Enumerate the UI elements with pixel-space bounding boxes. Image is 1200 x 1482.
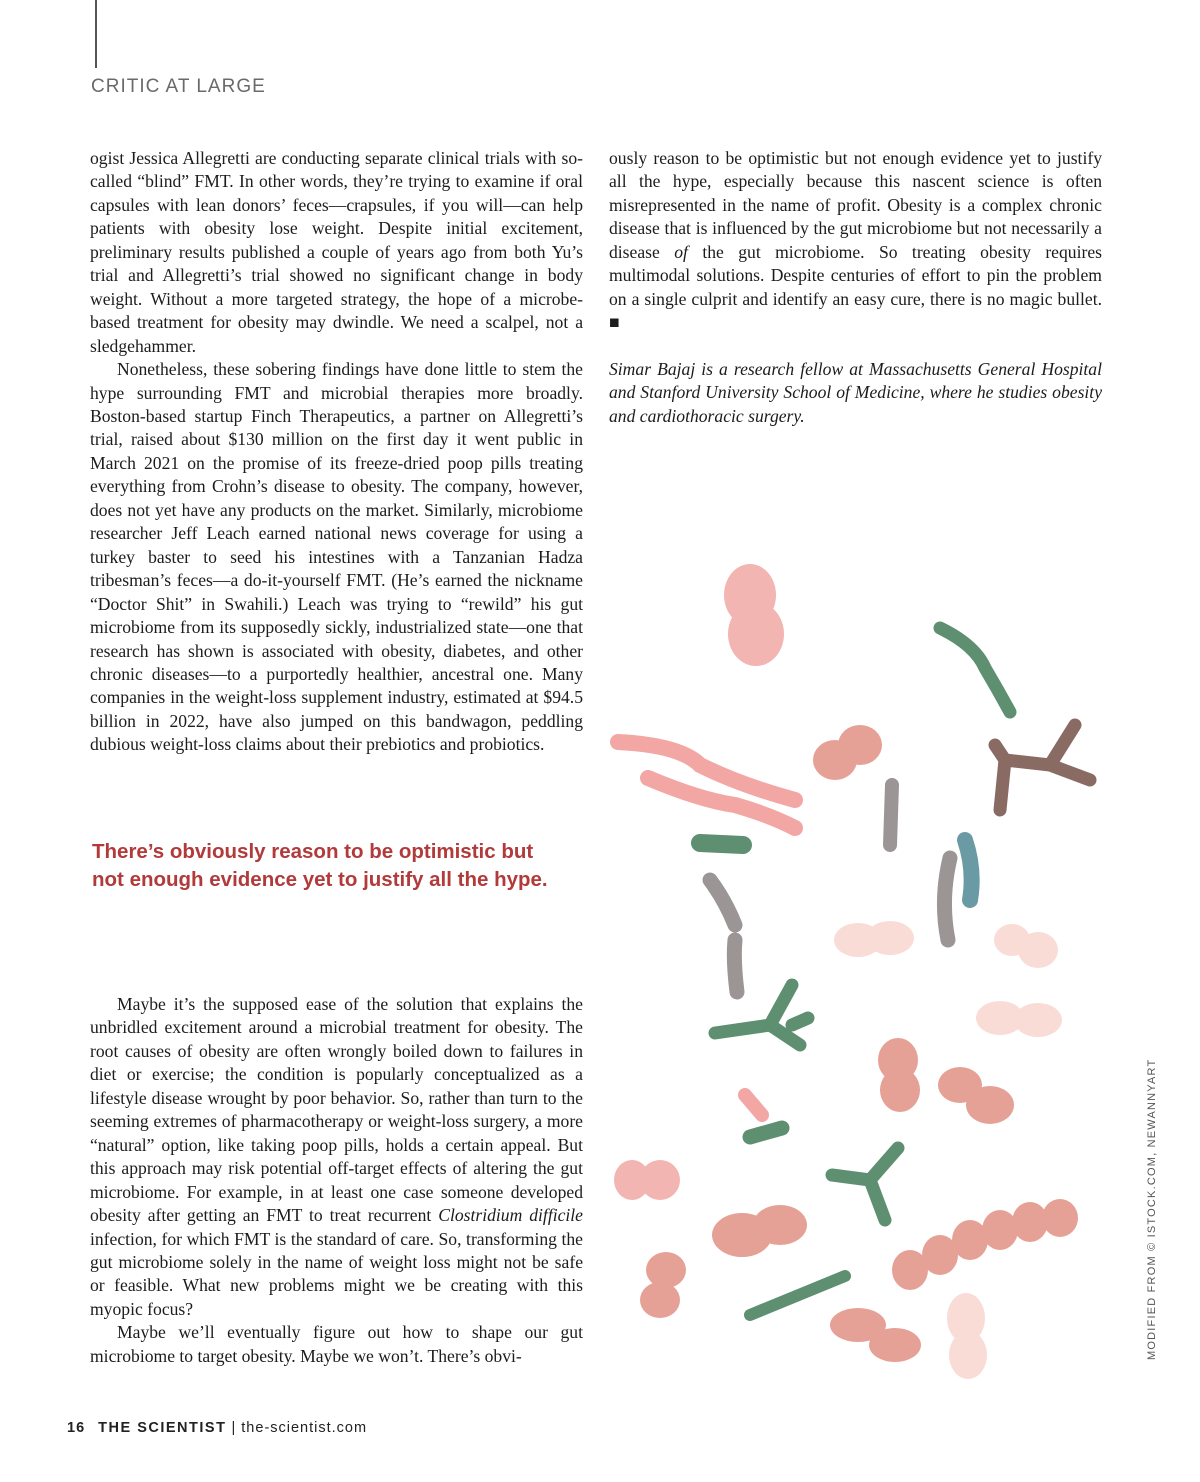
pink-rod-bacterium	[745, 1095, 762, 1115]
salmon-coccus	[813, 725, 882, 780]
gray-rod-bacterium	[944, 858, 950, 940]
gut-microbes-illustration	[600, 560, 1120, 1380]
page-number: 16	[67, 1420, 86, 1436]
body-paragraph: Maybe we’ll eventually figure out how to shape our gut microbiome to target obesity. Maybe we won’t. There’s obvi-	[90, 1322, 583, 1366]
body-paragraph: Nonetheless, these sobering findings have done little to stem the hype surrounding FMT and microbial therapies more broadly. Boston-based startup Finch Therapeutics, a partner on Allegretti’s trial, raised about $130 million on the first day it went public in March 2021 on the promise of its freeze-dried poop pills treating everything from Crohn’s disease to obesity. The company, however, does not yet have any products on the market. Similarly, microbiome researcher Jeff Leach earned national news coverage for using a turkey baster to seed his intestines with a Tanzanian Hadza tribesman’s feces—a do-it-yourself FMT. (He’s earned the nickname “Doctor Shit” in Swahili.) Leach was trying to “rewild” his gut microbiome from its supposedly sickly, industrialized state—one that research has shown is associated with obesity, diabetes, and other chronic diseases—to a purportedly healthier, ancestral one. Many companies in the weight-loss supplement industry, estimated at $94.5 billion in 2022, have also jumped on this bandwagon, peddling dubious weight-loss claims about their prebiotics and probiotics.	[90, 359, 583, 755]
page-footer	[67, 1420, 367, 1436]
green-y-bacterium	[832, 1148, 898, 1220]
green-rod-bacterium	[940, 628, 1010, 712]
section-label: CRITIC AT LARGE	[91, 76, 266, 97]
body-text: Maybe it’s the supposed ease of the solution that explains the unbridled excitement around a microbial treatment for obesity. The root causes of obesity are often wrongly boiled down to failures in diet or exercise; the condition is popularly conceptualized as a lifestyle disease wrought by poor behavior. So, rather than turn to the seeming extremes of pharmacotherapy or weight-loss surgery, a more “natural” option, like taking poop pills, holds a certain appeal. But this approach may risk potential off-target effects of altering the gut microbiome. For example, in at least one case someone developed obesity after getting an FMT to treat recurrent	[90, 994, 583, 1226]
body-text: infection, for which FMT is the standard of care. So, transforming the gut microbiome solely in the name of weight loss might not be safe or feasible. What new problems might we be creating with this myopic focus?	[90, 1228, 583, 1319]
green-rod-bacterium	[750, 1276, 845, 1315]
gray-chain-bacterium	[710, 880, 737, 992]
header-rule	[95, 0, 97, 68]
pink-coccus	[724, 564, 784, 666]
body-paragraph: ogist Jessica Allegretti are conducting separate clinical trials with so-called “blind” FMT. In other words, they’re trying to examine if oral capsules with lean donors’ feces—crapsules, if you will—can help patients with obesity lose weight. Despite initial excitement, preliminary results published a couple of years ago from both Yu’s trial and Allegretti’s trial showed no significant change in body weight. Without a more targeted strategy, the hope of a microbe-based treatment for obesity may dwindle. We need a scalpel, not a sledgehammer.	[90, 148, 583, 356]
teal-rod-bacterium	[965, 840, 972, 900]
green-rod-bacterium	[700, 843, 743, 845]
body-text: the gut microbiome. So treating obesity requires multimodal solutions. Despite centuries of effort to pin the problem on a single culprit and identify an easy cure, there is no magic bullet. ■	[609, 241, 1102, 333]
salmon-chain-bacterium	[892, 1199, 1078, 1290]
pink-coccus	[614, 1160, 680, 1200]
website-url: the-scientist.com	[241, 1420, 368, 1436]
body-paragraph	[609, 147, 1102, 335]
left-column-top	[90, 147, 583, 757]
emphasis: of	[674, 241, 688, 262]
image-credit: MODIFIED FROM © ISTOCK.COM, NEWANNYART	[1146, 1058, 1158, 1360]
left-column-bottom	[90, 993, 583, 1368]
pull-quote: There’s obviously reason to be optimistic but not enough evidence yet to justify all the hype.	[92, 840, 548, 891]
right-column	[609, 147, 1102, 428]
gray-rod-bacterium	[890, 785, 892, 845]
green-rod-bacterium	[750, 1128, 782, 1137]
body-text: ously reason to be optimistic but not enough evidence yet to justify all the hype, especially because this nascent science is often misrepresented in the name of profit. Obesity is a complex chronic disease that is influenced by the gut microbiome but not necessarily a disease	[609, 148, 1102, 262]
species-name: Clostridium difficile	[438, 1205, 583, 1226]
green-y-bacterium	[715, 985, 808, 1045]
pink-filament-bacterium	[618, 742, 795, 828]
body-paragraph	[90, 993, 583, 1321]
brown-y-bacterium	[995, 725, 1090, 810]
author-bio: Simar Bajaj is a research fellow at Massachusetts General Hospital and Stanford University School of Medicine, where he studies obesity and cardiothoracic surgery.	[609, 358, 1102, 426]
magazine-title: THE SCIENTIST	[98, 1420, 227, 1436]
footer-separator: |	[231, 1420, 237, 1436]
